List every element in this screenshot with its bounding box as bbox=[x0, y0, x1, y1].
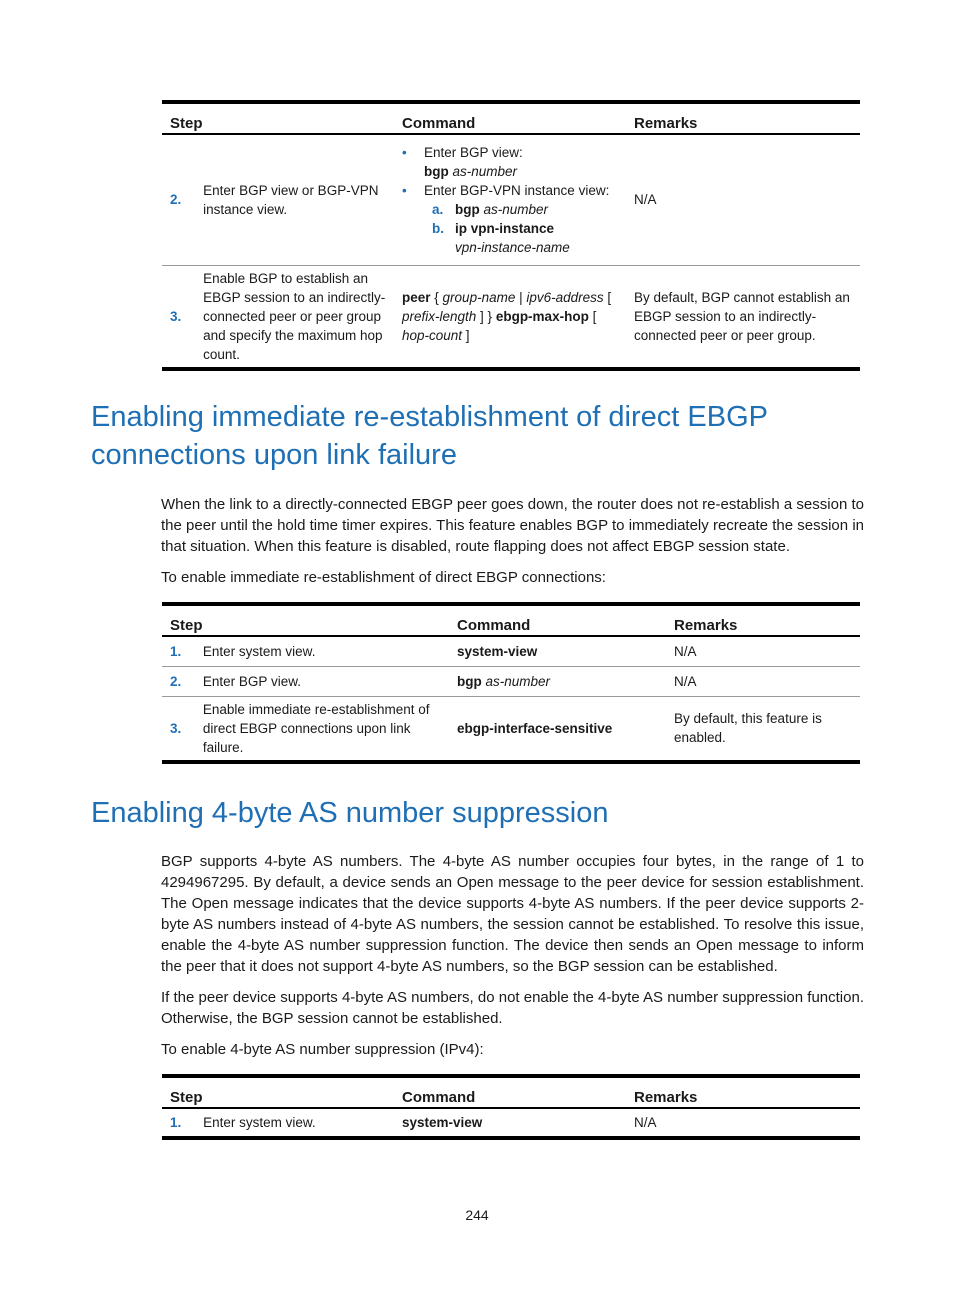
steps-table-3 bbox=[162, 1074, 860, 1140]
step-description: Enter BGP view. bbox=[202, 673, 301, 689]
step-remarks: N/A bbox=[634, 1115, 657, 1130]
step-remarks: N/A bbox=[634, 192, 657, 208]
steps-table-2 bbox=[162, 602, 860, 764]
table-row bbox=[162, 265, 860, 369]
step-description: Enter system view. bbox=[202, 643, 316, 659]
header-command: Command bbox=[394, 1076, 626, 1108]
step-remarks: N/A bbox=[674, 643, 697, 659]
header-step: Step bbox=[162, 1076, 394, 1108]
list-item: • Enter BGP view: bgp as-number bbox=[402, 144, 523, 179]
table-row bbox=[162, 696, 860, 762]
step-number: 3. bbox=[170, 308, 182, 324]
step-command: bgp as-number bbox=[457, 673, 551, 689]
step-description: Enable immediate re-establishment of direct EBGP connections upon link failure. bbox=[202, 701, 430, 755]
table-row bbox=[162, 666, 860, 696]
step-number: 1. bbox=[170, 1115, 182, 1130]
step-description: Enter system view. bbox=[203, 1115, 316, 1130]
paragraph: BGP supports 4-byte AS numbers. The 4-byte AS number occupies four bytes, in the range of 1 to 4294967295. By default, a device sends an Open message to the peer device for session establishment. The Open message indicates that the device supports 4-byte AS numbers. If the peer device supports 2-byte AS numbers instead of 4-byte AS numbers, the session cannot be established. To resolve this issue, enable the 4-byte AS number suppression function. The device then sends an Open message to inform the peer that it does not support 4-byte AS numbers, so the BGP session can be established. bbox=[161, 853, 864, 975]
section-heading: Enabling 4-byte AS number suppression bbox=[91, 797, 609, 829]
step-command: system-view bbox=[457, 643, 538, 659]
step-number: 3. bbox=[170, 720, 182, 736]
command-options-list bbox=[402, 143, 618, 257]
table-header-row bbox=[162, 604, 860, 636]
header-step: Step bbox=[162, 102, 394, 134]
bullet-icon: • bbox=[402, 182, 407, 198]
sub-item: a. bgp as-number bbox=[432, 201, 549, 217]
table-row bbox=[162, 1108, 860, 1138]
step-description: Enter BGP view or BGP-VPN instance view. bbox=[203, 182, 379, 217]
section-heading: Enabling immediate re-establishment of direct EBGP connections upon link failure bbox=[91, 401, 768, 471]
paragraph: To enable 4-byte AS number suppression (IPv4): bbox=[161, 1041, 484, 1058]
bullet-icon: • bbox=[402, 144, 407, 160]
table-row bbox=[162, 134, 860, 265]
sub-item: b. ip vpn-instance vpn-instance-name bbox=[432, 220, 570, 255]
page-number: 244 bbox=[465, 1207, 489, 1223]
step-command: system-view bbox=[402, 1115, 483, 1130]
header-remarks: Remarks bbox=[666, 604, 860, 636]
header-step: Step bbox=[162, 604, 449, 636]
header-remarks: Remarks bbox=[626, 1076, 860, 1108]
header-command: Command bbox=[394, 102, 626, 134]
step-remarks: By default, BGP cannot establish an EBGP session to an indirectly-connected peer or peer group. bbox=[634, 289, 850, 343]
step-command: ebgp-interface-sensitive bbox=[457, 720, 613, 736]
step-number: 2. bbox=[170, 192, 182, 208]
table-header-row bbox=[162, 1076, 860, 1108]
table-header-row bbox=[162, 102, 860, 134]
header-remarks: Remarks bbox=[626, 102, 860, 134]
table-row bbox=[162, 636, 860, 666]
paragraph: When the link to a directly-connected EBGP peer goes down, the router does not re-establish a session to the peer until the hold time timer expires. This feature enables BGP to immediately recreate the session in that situation. When this feature is disabled, route flapping does not affect EBGP session state. bbox=[161, 496, 864, 555]
paragraph: If the peer device supports 4-byte AS numbers, do not enable the 4-byte AS number suppression function. Otherwise, the BGP session cannot be established. bbox=[161, 989, 864, 1027]
step-number: 2. bbox=[170, 673, 182, 689]
step-command: peer { group-name | ipv6-address [ prefix-length ] } ebgp-max-hop [ hop-count ] bbox=[402, 289, 612, 343]
step-remarks: N/A bbox=[674, 673, 697, 689]
list-item: • Enter BGP-VPN instance view: a. bgp as-number b. ip vpn-instance vpn-instance-name bbox=[402, 181, 618, 257]
step-remarks: By default, this feature is enabled. bbox=[674, 711, 822, 746]
step-number: 1. bbox=[170, 643, 182, 659]
step-command bbox=[394, 134, 626, 265]
paragraph: To enable immediate re-establishment of direct EBGP connections: bbox=[161, 569, 606, 586]
header-command: Command bbox=[449, 604, 666, 636]
step-description: Enable BGP to establish an EBGP session to an indirectly-connected peer or peer group and specify the maximum hop count. bbox=[203, 270, 386, 362]
steps-table-1 bbox=[162, 100, 860, 371]
